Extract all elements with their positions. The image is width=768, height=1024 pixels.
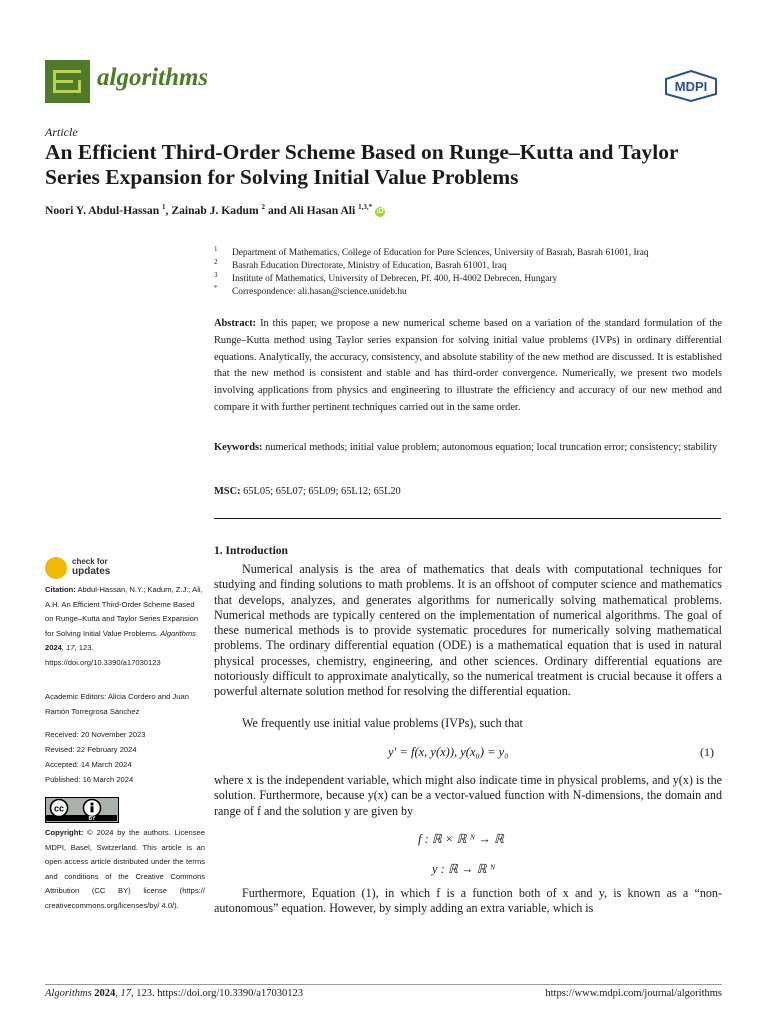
author-name[interactable]: and Ali Hasan Ali	[265, 203, 359, 217]
svg-text:MDPI: MDPI	[674, 79, 708, 94]
author-name[interactable]: Noori Y. Abdul-Hassan	[45, 203, 163, 217]
paper-title: An Efficient Third-Order Scheme Based on Runge–Kutta and Taylor Series Expansion for Solving Initial Value Problems	[45, 140, 679, 189]
cc-icon	[46, 798, 117, 821]
check-for-updates-button[interactable]: check for updates	[45, 556, 165, 582]
orcid-icon[interactable]: iD	[376, 207, 384, 215]
citation: Citation: Abdul-Hassan, N.Y.; Kadum, Z.J.; Ali, A.H. An Efficient Third-Order Scheme Based on Runge–Kutta and Taylor Series Expansion for Solving Initial Value Problems. Algorithms 2024, 17, 123. https://doi.org/10.3390/a17030123	[45, 585, 203, 667]
academic-editors: Academic Editors: Alicia Cordero and Juan Ramón Torregrosa Sánchez	[45, 692, 189, 716]
equation: f : ℝ × ℝ ᴺ → ℝ	[418, 832, 504, 846]
svg-text:cc: cc	[53, 803, 65, 814]
equation: y′ = f(x, y(x)), y(x₀) = y₀	[388, 745, 509, 759]
journal-name: algorithms	[97, 64, 209, 91]
article-type: Article	[45, 125, 78, 139]
svg-text:BY: BY	[88, 816, 96, 821]
author-affil-mark: 1	[162, 203, 166, 211]
mdpi-logo	[664, 70, 718, 102]
author-list	[45, 203, 385, 217]
journal-url-link[interactable]: https://www.mdpi.com/journal/algorithms	[545, 988, 722, 999]
date-accepted: Accepted: 14 March 2024	[45, 760, 132, 769]
author-affil-mark: 1,3,*	[358, 203, 373, 211]
equation-number: (1)	[700, 745, 714, 759]
paragraph: Furthermore, Equation (1), in which f is a function both of x and y, is known as a “non-autonomous” equation. However, by simply adding an extra variable, which is	[214, 886, 722, 916]
paragraph: We frequently use initial value problems (IVPs), such that	[242, 716, 523, 730]
author-name[interactable]: , Zainab J. Kadum	[165, 203, 262, 217]
date-revised: Revised: 22 February 2024	[45, 745, 137, 754]
footer-citation: Algorithms 2024, 17, 123. https://doi.org/10.3390/a17030123	[45, 988, 303, 999]
abstract: Abstract: In this paper, we propose a new numerical scheme based on a variation of the standard formulation of the Runge–Kutta method using Taylor series expansion for solving initial value problems (IVPs) in ordinary differential equations. Analytically, the accuracy, consistency, and absolute stability of the new method are discussed. It is established that the new method is consistent and stable and has third-order convergence. Numerically, we present two models involving applications from physics and engineering to illustrate the efficiency and accuracy of our new method and compare it with further pertinent techniques carried out in the same order.	[214, 318, 722, 413]
date-published: Published: 16 March 2024	[45, 775, 134, 784]
check-updates-icon	[45, 557, 67, 579]
author-affil-mark: 2	[261, 203, 266, 211]
equation: y : ℝ → ℝ ᴺ	[432, 862, 496, 876]
journal-logo	[45, 60, 90, 103]
section-heading: 1. Introduction	[214, 545, 288, 557]
paragraph: where x is the independent variable, which might also indicate time in physical problems, and y(x) is the solution. Furthermore, because y(x) can be a vector-valued function with N-dimensions, the domain and range of f and the solution y are given by	[214, 773, 722, 818]
msc-codes: MSC: 65L05; 65L07; 65L09; 65L12; 65L20	[214, 486, 401, 497]
paragraph: Numerical analysis is the area of mathematics that deals with computational techniques for studying and finding solutions to math problems. It is an offshoot of computer science and mathematics that develops, analyzes, and generates algorithms for numerically solving mathematical problems. Numerical methods are typically centered on the implementation of numerical algorithms. The goal of these numerical methods is to provide systematic procedures for numerically solving mathematical problems. The ordinary differential equation (ODE) is a mathematical equation that is used in natural physical processes, chemistry, engineering, and other sciences. Ordinary differential equations are notoriously difficult to approximate analytically, so the numerical treatment is crucial because it offers a powerful alternate solution method for resolving the differential equation.	[214, 562, 722, 699]
keywords: Keywords: numerical methods; initial value problem; autonomous equation; local truncation error; consistency; stability	[214, 442, 718, 453]
footer-divider	[45, 984, 722, 985]
copyright: Copyright: © 2024 by the authors. Licensee MDPI, Basel, Switzerland. This article is an open access article distributed under the terms and conditions of the Creative Commons Attribution (CC BY) license (https:// creativecommons.org/licenses/by/ 4.0/).	[45, 828, 205, 910]
date-received: Received: 20 November 2023	[45, 730, 146, 739]
divider	[214, 518, 721, 519]
cc-by-license-badge[interactable]	[45, 797, 119, 823]
